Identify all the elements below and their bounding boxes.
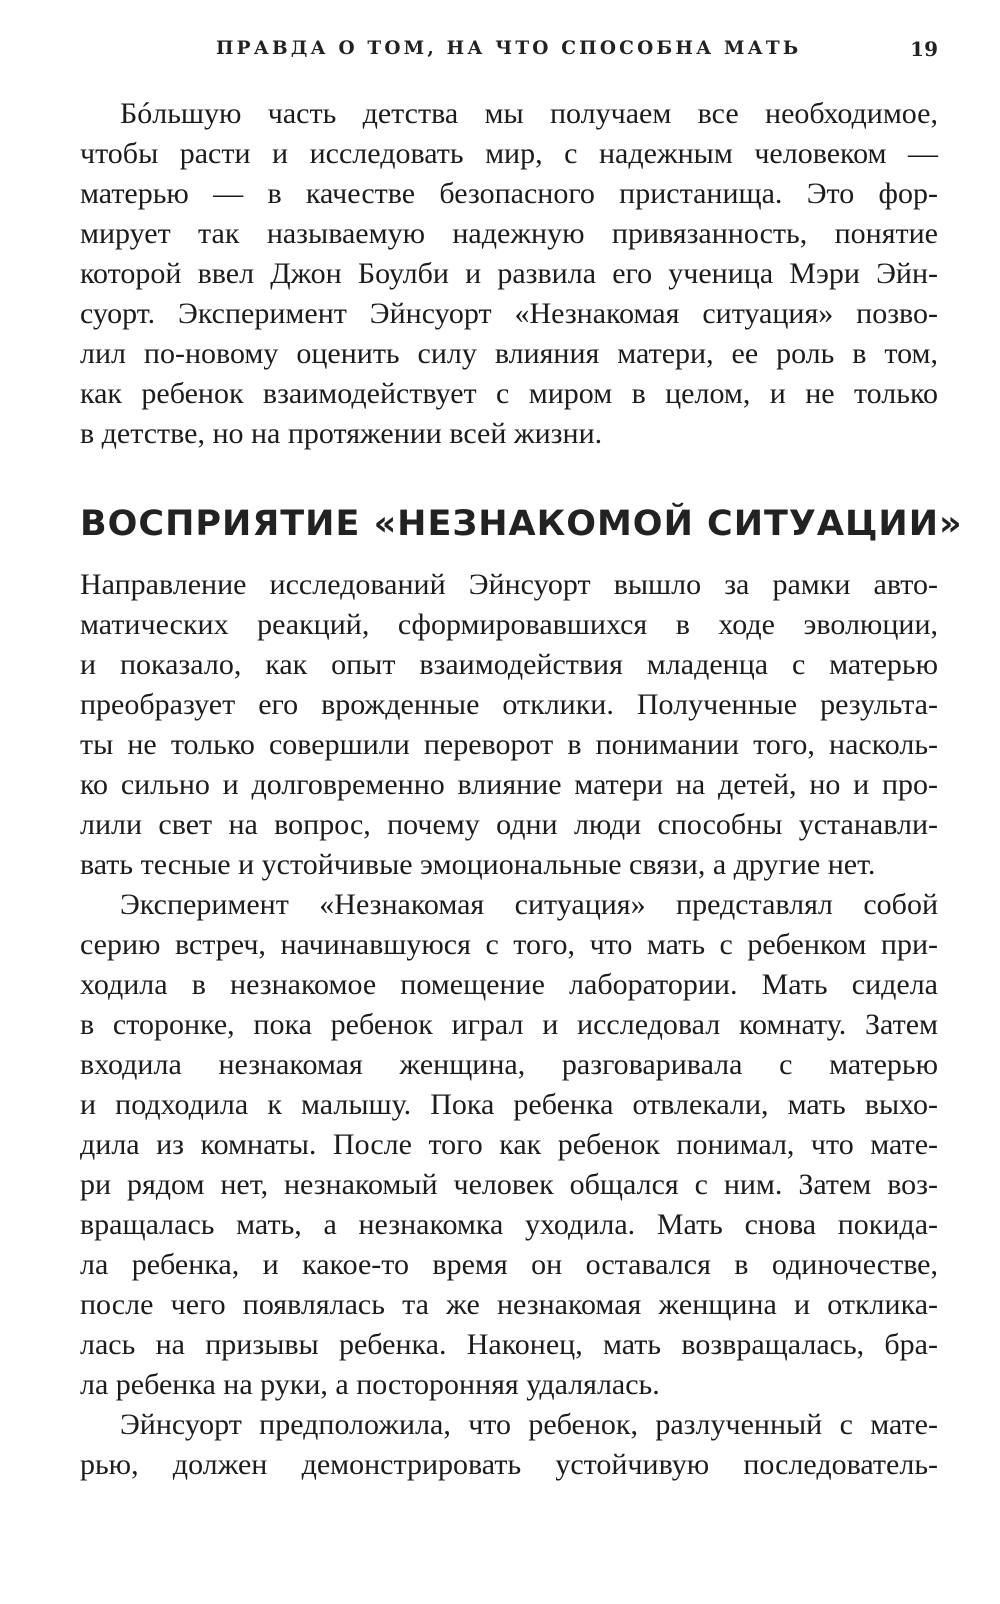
text-line: ко сильно и долговременно влияние матери на детей, но и про-: [80, 768, 938, 801]
paragraph-attachment-intro: [80, 94, 938, 454]
text-line: лили свет на вопрос, почему одни люди способны устанавли-: [80, 808, 938, 841]
text-line: ла ребенка, и какое-то время он оставался в одиночестве,: [80, 1248, 938, 1281]
paragraph-experiment-description: [80, 885, 938, 1405]
page-number: 19: [910, 37, 938, 61]
text-line: ходила в незнакомое помещение лаборатории. Мать сидела: [80, 968, 938, 1001]
text-line: Направление исследований Эйнсуорт вышло за рамки авто-: [80, 568, 938, 601]
text-line: матерью — в качестве безопасного пристанища. Это фор-: [80, 177, 938, 210]
text-line: Эксперимент «Незнакомая ситуация» представлял собой: [120, 888, 938, 921]
paragraph-research-direction: [80, 565, 938, 885]
text-line: вращалась мать, а незнакомка уходила. Мать снова покида-: [80, 1208, 938, 1241]
text-line: которой ввел Джон Боулби и развила его ученица Мэри Эйн-: [80, 257, 938, 290]
text-line: как ребенок взаимодействует с миром в целом, и не только: [80, 377, 938, 410]
text-line: преобразует его врожденные отклики. Полученные результа-: [80, 688, 938, 721]
text-line: лась на призывы ребенка. Наконец, мать возвращалась, бра-: [80, 1328, 938, 1361]
text-line: серию встреч, начинавшуюся с того, что мать с ребенком при-: [80, 928, 938, 961]
text-line: и показало, как опыт взаимодействия младенца с матерью: [80, 648, 938, 681]
text-line: Эйнсуорт предположила, что ребенок, разлученный с мате-: [120, 1408, 938, 1441]
text-line: дила из комнаты. После того как ребенок понимал, что мате-: [80, 1128, 938, 1161]
section-heading: ВОСПРИЯТИЕ «НЕЗНАКОМОЙ СИТУАЦИИ»: [80, 504, 963, 544]
text-line: и подходила к малышу. Пока ребенка отвлекали, мать выхо-: [80, 1088, 938, 1121]
text-line: входила незнакомая женщина, разговаривала с матерью: [80, 1048, 938, 1081]
paragraph-ainsworth-hypothesis: [80, 1405, 938, 1485]
text-line: вать тесные и устойчивые эмоциональные связи, а другие нет.: [80, 848, 876, 881]
text-line: матических реакций, сформировавшихся в ходе эволюции,: [80, 608, 938, 641]
text-line: чтобы расти и исследовать мир, с надежным человеком —: [80, 137, 938, 170]
text-line: рью, должен демонстрировать устойчивую последователь-: [80, 1448, 938, 1481]
text-line: ты не только совершили переворот в понимании того, насколь-: [80, 728, 938, 761]
text-line: мирует так называемую надежную привязанность, понятие: [80, 217, 938, 250]
running-header: [80, 34, 938, 64]
text-line: суорт. Эксперимент Эйнсуорт «Незнакомая ситуация» позво-: [80, 297, 938, 330]
text-line: ла ребенка на руки, а посторонняя удалялась.: [80, 1368, 660, 1401]
section-body: [80, 565, 938, 1485]
text-line: в детстве, но на протяжении всей жизни.: [80, 417, 603, 450]
text-line: ри рядом нет, незнакомый человек общался с ним. Затем воз-: [80, 1168, 938, 1201]
text-line: после чего появлялась та же незнакомая женщина и отклика-: [80, 1288, 938, 1321]
text-line: в сторонке, пока ребенок играл и исследовал комнату. Затем: [80, 1008, 938, 1041]
running-title: ПРАВДА О ТОМ, НА ЧТО СПОСОБНА МАТЬ: [216, 38, 802, 59]
text-line: лил по-новому оценить силу влияния матери, ее роль в том,: [80, 337, 938, 370]
text-line: Бóльшую часть детства мы получаем все необходимое,: [120, 97, 938, 130]
